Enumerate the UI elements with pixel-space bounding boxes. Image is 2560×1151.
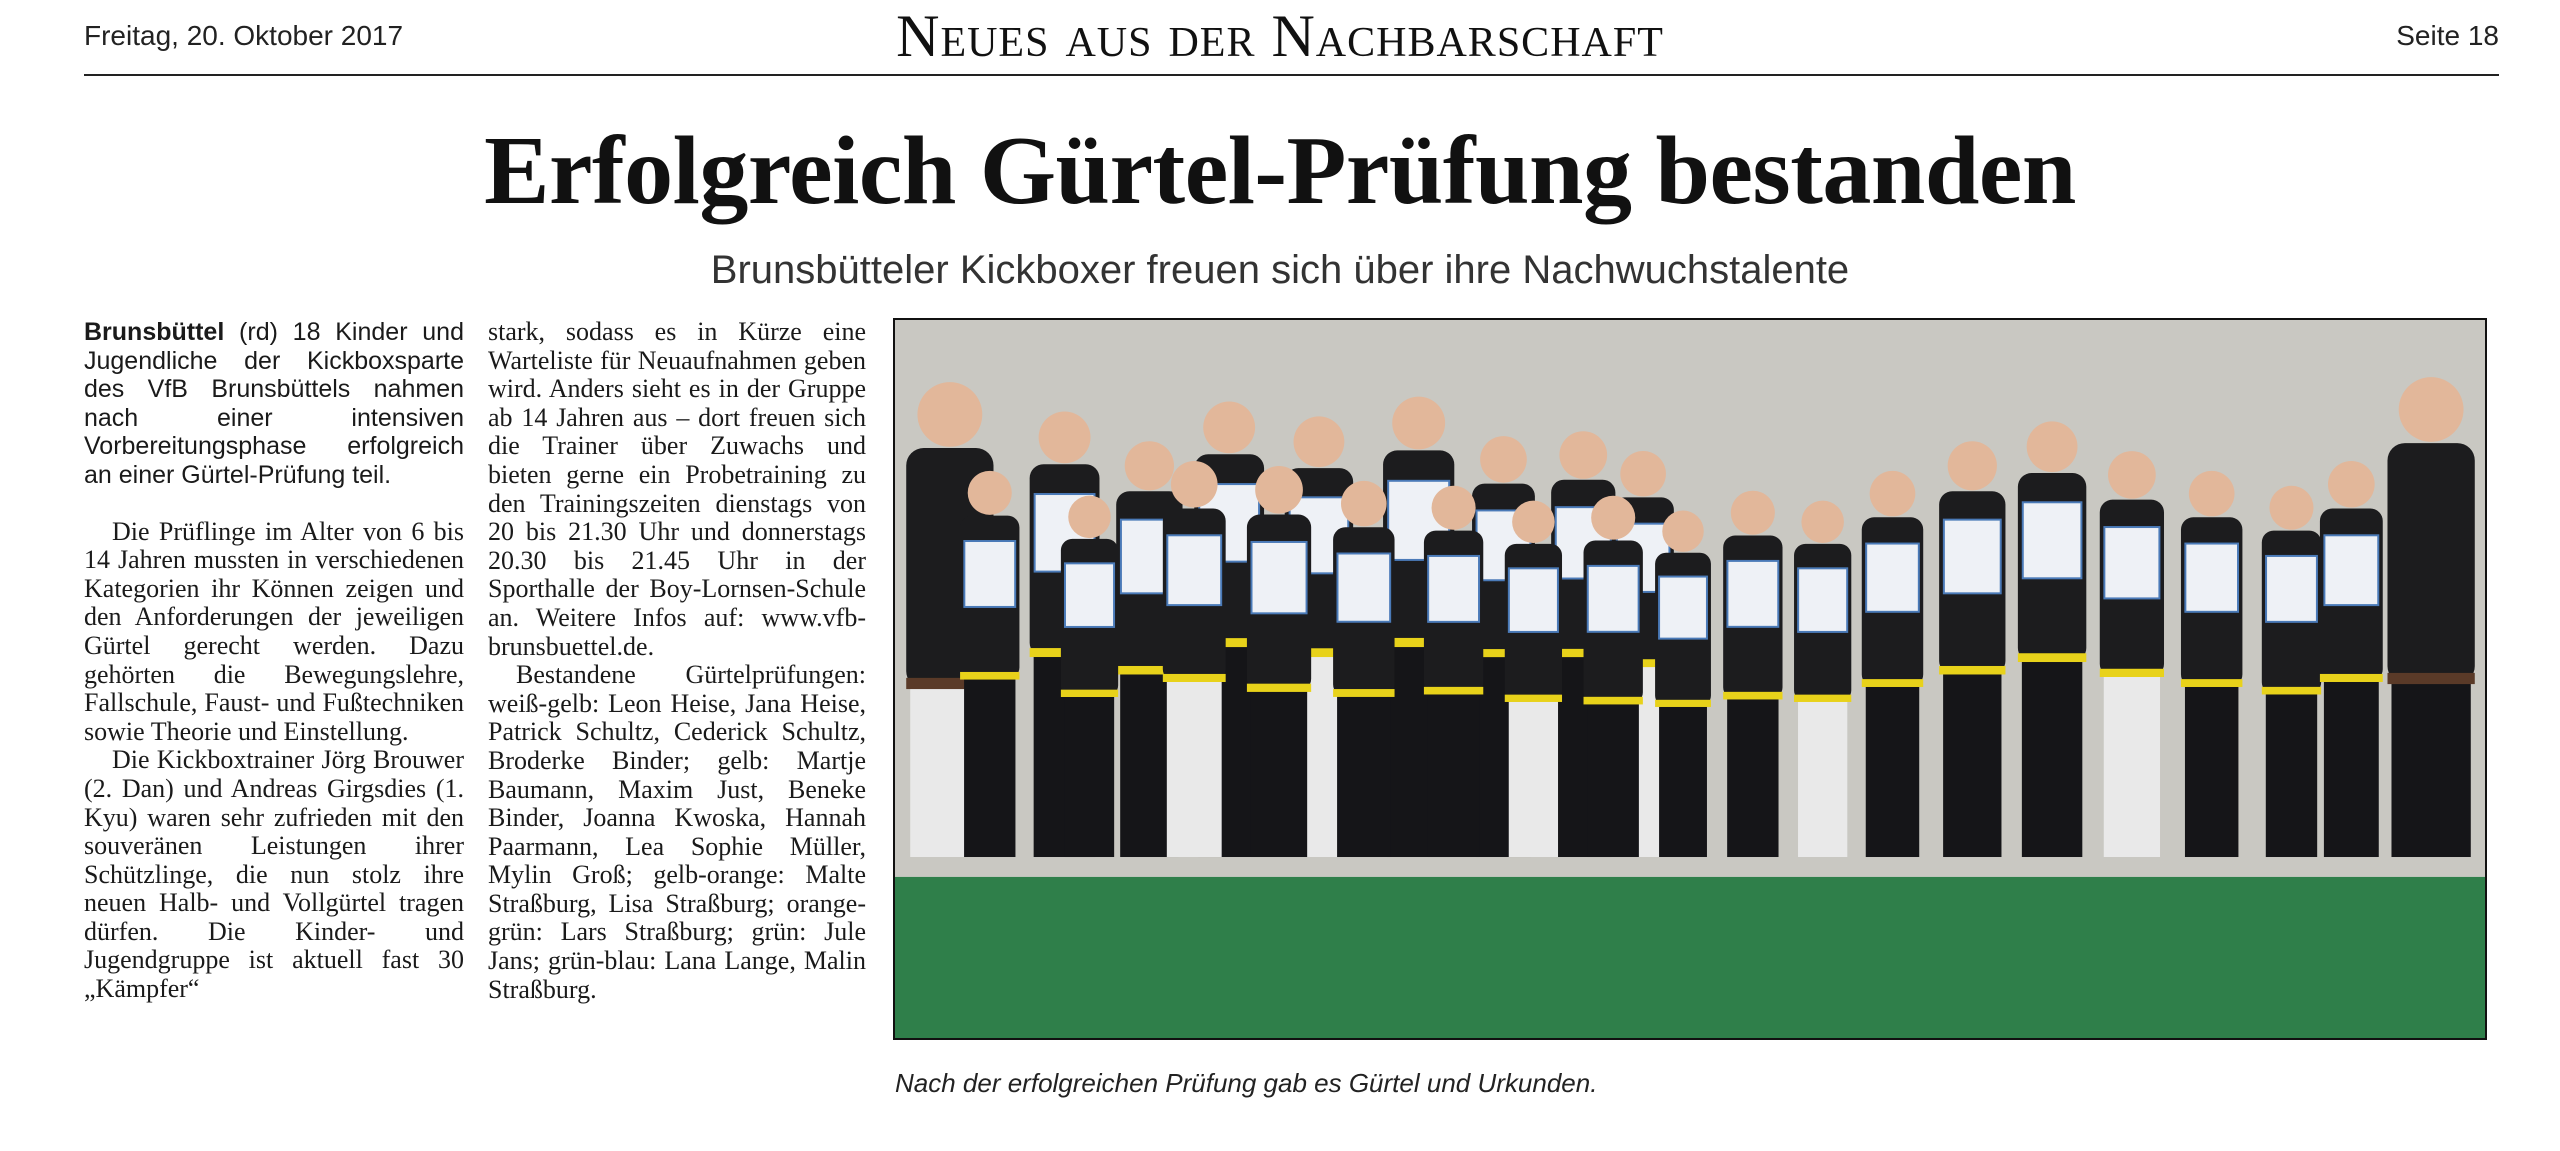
person-legs — [1509, 702, 1558, 857]
person-belt — [2262, 687, 2321, 695]
person-legs — [2185, 687, 2238, 857]
article-subheadline: Brunsbütteler Kickboxer freuen sich über ihre Nachwuchstalente — [710, 248, 1850, 292]
person-belt — [1794, 695, 1851, 702]
person-head — [2189, 471, 2235, 517]
person-legs — [1251, 692, 1307, 857]
person-belt — [960, 672, 1019, 680]
person-legs — [1337, 697, 1390, 857]
certificate — [1659, 577, 1707, 639]
certificate — [1428, 556, 1479, 622]
group-photo — [893, 318, 2487, 1040]
person-head — [1620, 451, 1666, 497]
person-head — [1125, 441, 1174, 490]
person-legs — [1943, 674, 2001, 857]
person-belt — [1584, 697, 1643, 705]
person-head — [2328, 461, 2375, 508]
person-head — [1432, 486, 1476, 530]
issue-date: Freitag, 20. Oktober 2017 — [84, 20, 404, 51]
person-head — [968, 471, 1012, 515]
person-legs — [1866, 687, 1919, 857]
person-legs — [1798, 702, 1847, 857]
intro-text: (rd) 18 Kinder und Jugendliche der Kickboxsparte des VfB Brunsbüttels nahmen nach einer intensiven Vorbereitungsphase erfolgreich an einer Gürtel-Prüfung teil. — [84, 318, 464, 489]
person-belt — [2387, 673, 2474, 684]
person-head — [1392, 397, 1445, 450]
certificate — [2104, 527, 2159, 598]
masthead-rule — [84, 74, 2499, 76]
person-head — [1512, 501, 1555, 543]
certificate — [1252, 542, 1307, 613]
photo-caption: Nach der erfolgreichen Prüfung gab es Gürtel und Urkunden. — [895, 1068, 1598, 1098]
certificate — [1065, 563, 1114, 627]
certificate — [2266, 556, 2317, 622]
person-belt — [1939, 666, 2005, 675]
person-head — [917, 382, 982, 447]
person-legs — [2022, 662, 2082, 857]
person-belt — [2181, 679, 2242, 687]
person-head — [1591, 496, 1635, 540]
person-head — [2027, 421, 2078, 472]
person-head — [1948, 441, 1997, 490]
person-head — [2269, 486, 2313, 530]
person-legs — [2266, 694, 2317, 857]
certificate — [2023, 502, 2082, 578]
person-head — [1731, 491, 1775, 535]
person-belt — [1655, 700, 1711, 707]
paragraph-trainers: Die Kickboxtrainer Jörg Brouwer (2. Dan) und Andreas Girgsdies (1. Kyu) waren sehr zufrieden mit den souveränen Leistungen ihrer Schützlinge, die nun stolz ihre neuen Halb- und Vollgürtel tragen dürfen. Die Kinder- und Jugendgruppe ist aktuell fast 30 „Kämpfer“ — [84, 745, 464, 1004]
dateline: Brunsbüttel — [84, 318, 225, 346]
person-legs — [2104, 677, 2160, 857]
page-number: Seite 18 — [2396, 20, 2499, 51]
certificate — [1509, 568, 1558, 632]
person-belt — [2018, 653, 2086, 662]
person-head — [1068, 496, 1111, 538]
certificate — [2324, 535, 2378, 605]
person-head — [1870, 471, 1916, 517]
certificate — [1798, 568, 1847, 632]
person-legs — [1065, 697, 1114, 857]
person-head — [1294, 416, 1345, 467]
person-legs — [2391, 684, 2470, 857]
person-belt — [1723, 692, 1782, 700]
person-belt — [1247, 684, 1311, 692]
person-head — [1662, 511, 1703, 552]
person-torso — [2387, 443, 2474, 684]
person-belt — [1862, 679, 1923, 687]
person-legs — [1167, 682, 1222, 857]
person-head — [2108, 451, 2156, 499]
person-belt — [2100, 669, 2164, 677]
person-legs — [1727, 699, 1778, 857]
person-legs — [964, 679, 1015, 857]
certificate — [1588, 566, 1639, 632]
person-head — [2399, 377, 2464, 442]
certificate — [2185, 544, 2238, 612]
person-head — [1171, 461, 1218, 508]
person-belt — [1424, 687, 1483, 695]
person-head — [1480, 436, 1527, 483]
certificate — [1944, 520, 2001, 594]
certificate — [1727, 561, 1778, 627]
gym-floor — [895, 877, 2485, 1038]
person-head — [1801, 501, 1844, 543]
person-head — [1039, 411, 1091, 463]
person-head — [1203, 402, 1255, 454]
certificate — [1866, 544, 1919, 612]
person-head — [1559, 431, 1607, 479]
person-belt — [1163, 674, 1226, 682]
article-column-1 — [84, 318, 464, 1004]
person-belt — [1333, 689, 1394, 697]
certificate — [964, 541, 1015, 607]
person-head — [1255, 466, 1303, 514]
article-column-2 — [488, 318, 866, 1004]
paragraph-results: Bestandene Gürtelprüfungen: weiß-gelb: Leon Heise, Jana Heise, Patrick Schultz, Cederick Schultz, Broderke Binder; gelb: Martje Baumann, Maxim Just, Beneke Binder, Joanna Kwoska, Hannah Paarmann, Lea Sophie Müller, Mylin Groß; gelb-orange: Malte Straßburg, Lisa Straßburg; orange-grün: Lars Straßburg; grün: Jule Jans; grün-blau: Lana Lange, Malin Straßburg. — [488, 660, 866, 1004]
person-head — [1341, 481, 1387, 527]
person-belt — [1505, 695, 1562, 702]
certificate — [1337, 553, 1390, 621]
person-legs — [2324, 682, 2379, 857]
article-headline: Erfolgreich Gürtel-Prüfung bestanden — [484, 117, 2076, 225]
person-legs — [1428, 694, 1479, 857]
person-legs — [1659, 707, 1707, 857]
person-belt — [2320, 674, 2383, 682]
paragraph-training: stark, sodass es in Kürze eine Warteliste für Neuaufnahmen geben wird. Anders sieht es in der Gruppe ab 14 Jahren aus – dort freuen sich die Trainer über Zuwachs und bieten gerne ein Probetraining zu den Trainingszeiten dienstags von 20 bis 21.30 Uhr und donnerstags 20.30 bis 21.45 Uhr in der Sporthalle der Boy-Lornsen-Schule an. Weitere Infos auf: www.vfb-brunsbuettel.de. — [488, 317, 866, 661]
person-legs — [1588, 704, 1639, 857]
section-title: Neues aus der Nachbarschaft — [896, 3, 1664, 69]
paragraph-intro — [84, 318, 464, 490]
person-belt — [1061, 690, 1118, 697]
certificate — [1167, 535, 1221, 605]
paragraph-requirements: Die Prüflinge im Alter von 6 bis 14 Jahren mussten in verschiedenen Kategorien ihr Können zeigen und den Anforderungen der jeweiligen Gürtel gerecht werden. Dazu gehörten die Bewegungslehre, Fallschule, Faust- und Fußtechniken sowie Theorie und Einstellung. — [84, 516, 464, 746]
group-photo-illustration — [895, 320, 2485, 1038]
